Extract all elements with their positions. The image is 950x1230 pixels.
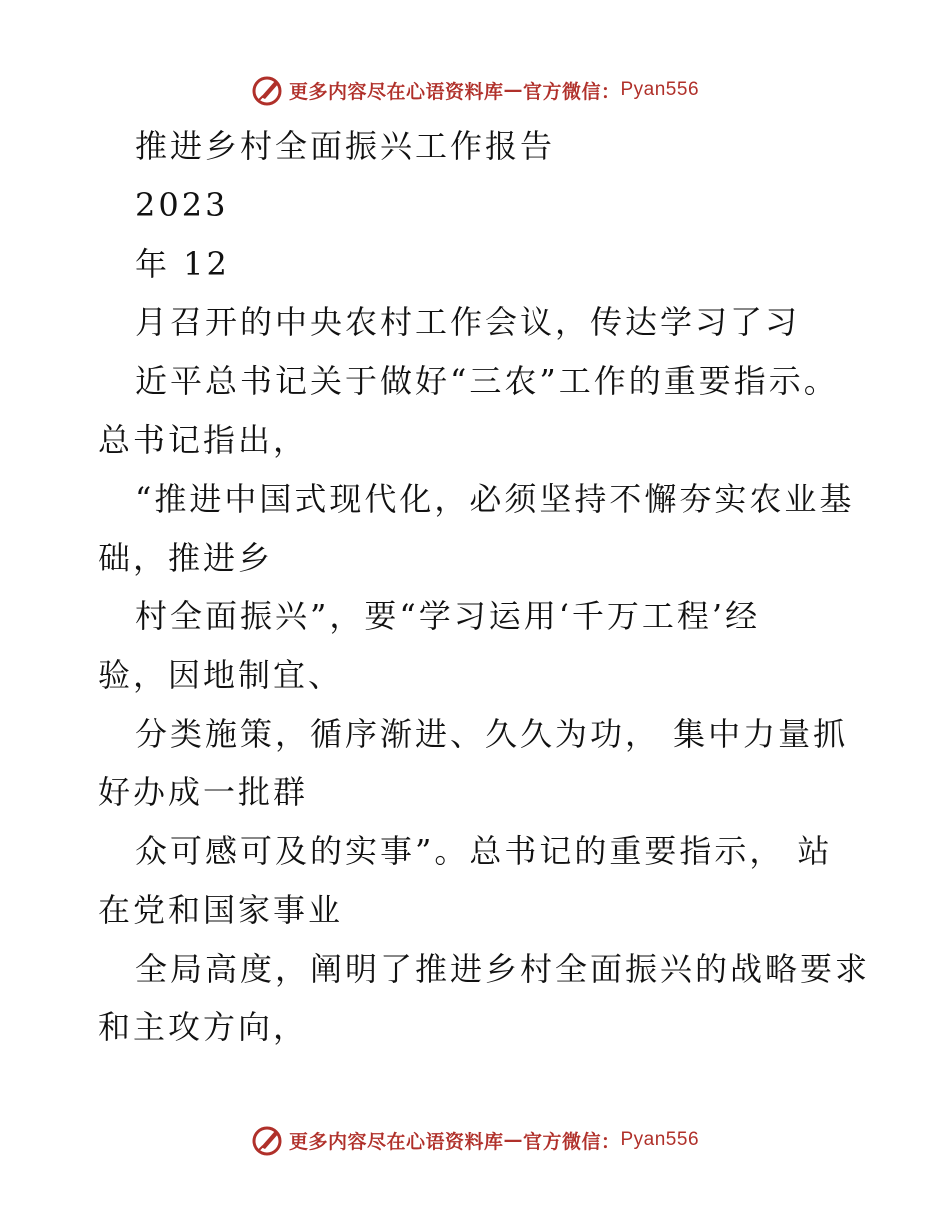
watermark-footer	[0, 1120, 950, 1160]
document-line: 全局高度，阐明了推进乡村全面振兴的战略要求	[135, 950, 871, 988]
watermark-brand-text: 更多内容尽在心语资料库	[288, 80, 504, 103]
document-line: 2023	[135, 186, 229, 224]
document-line: 础，推进乡	[98, 539, 274, 577]
document-line: 和主攻方向，	[98, 1008, 309, 1046]
document-line: “推进中国式现代化，必须坚持不懈夯实农业基	[135, 480, 855, 518]
document-line: 村全面振兴”，要“学习运用‘千万工程’经	[135, 597, 761, 635]
document-title: 推进乡村全面振兴工作报告	[135, 127, 556, 165]
document-line: 总书记指出，	[98, 421, 309, 459]
document-line: 在党和国家事业	[98, 891, 344, 929]
watermark-brand-text: 更多内容尽在心语资料库	[288, 1130, 504, 1153]
document-line: 分类施策，循序渐进、久久为功， 集中力量抓	[135, 715, 849, 753]
watermark-contact-id: Pyan556	[620, 79, 700, 100]
watermark-dash: —	[503, 79, 523, 101]
watermark-dash: —	[503, 1129, 523, 1151]
document-line: 众可感可及的实事”。总书记的重要指示， 站	[135, 832, 833, 870]
document-line: 年 12	[135, 245, 230, 283]
watermark-contact-id: Pyan556	[620, 1129, 700, 1150]
quill-pen-logo-icon	[251, 1123, 285, 1157]
watermark-contact-label: 官方微信：	[522, 80, 621, 103]
document-line: 验，因地制宜、	[98, 656, 344, 694]
document-line: 近平总书记关于做好“三农”工作的重要指示。	[135, 362, 839, 400]
watermark-contact-label: 官方微信：	[522, 1130, 621, 1153]
document-line: 月召开的中央农村工作会议，传达学习了习	[135, 303, 801, 341]
document-line: 好办成一批群	[98, 773, 309, 811]
